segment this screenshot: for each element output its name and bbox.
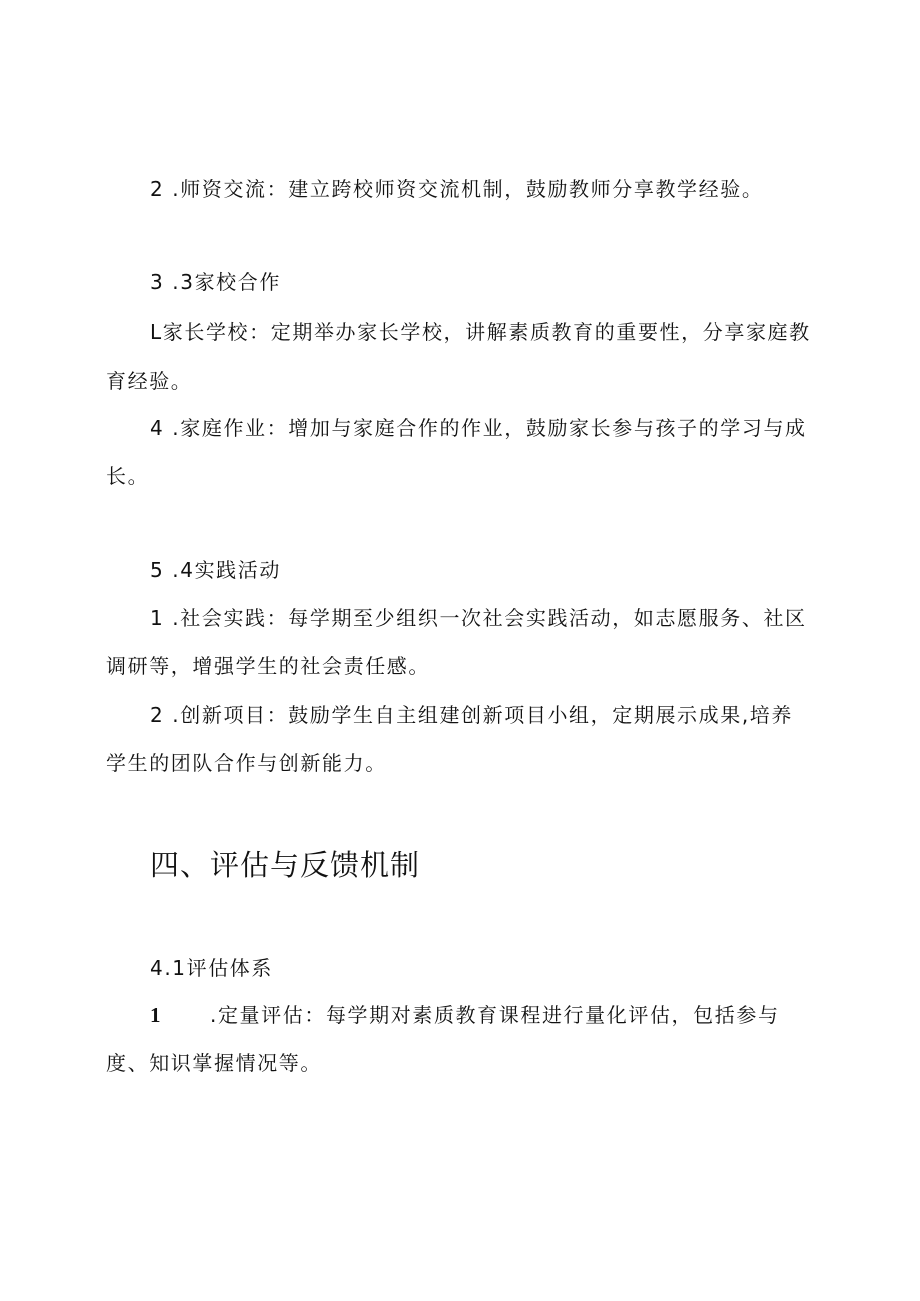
paragraph-line: 2 .创新项目：鼓励学生自主组建创新项目小组，定期展示成果,培养 [150, 703, 793, 727]
item-number: 1 [150, 1003, 163, 1027]
paragraph-line: 2 .师资交流：建立跨校师资交流机制，鼓励教师分享教学经验。 [150, 177, 764, 201]
paragraph-line: L家长学校：定期举办家长学校，讲解素质教育的重要性，分享家庭教 [150, 320, 811, 344]
subsection-title: 3 .3家校合作 [150, 270, 281, 294]
subsection-title: 5 .4实践活动 [150, 558, 281, 582]
paragraph-line: 度、知识掌握情况等。 [106, 1051, 322, 1075]
paragraph-line: 长。 [106, 464, 150, 488]
paragraph-line: 学生的团队合作与创新能力。 [106, 751, 387, 775]
paragraph-line: 调研等，增强学生的社会责任感。 [106, 654, 430, 678]
section-heading: 四、评估与反馈机制 [150, 848, 421, 882]
paragraph-line: 育经验。 [106, 369, 193, 393]
paragraph-line: 1 .社会实践：每学期至少组织一次社会实践活动，如志愿服务、社区 [150, 606, 807, 630]
item-text: .定量评估：每学期对素质教育课程进行量化评估，包括参与 [210, 1003, 780, 1027]
paragraph-line: 4 .家庭作业：增加与家庭合作的作业，鼓励家长参与孩子的学习与成 [150, 416, 807, 440]
numbered-item [150, 1003, 780, 1027]
subsection-title: 4.1评估体系 [150, 956, 274, 980]
